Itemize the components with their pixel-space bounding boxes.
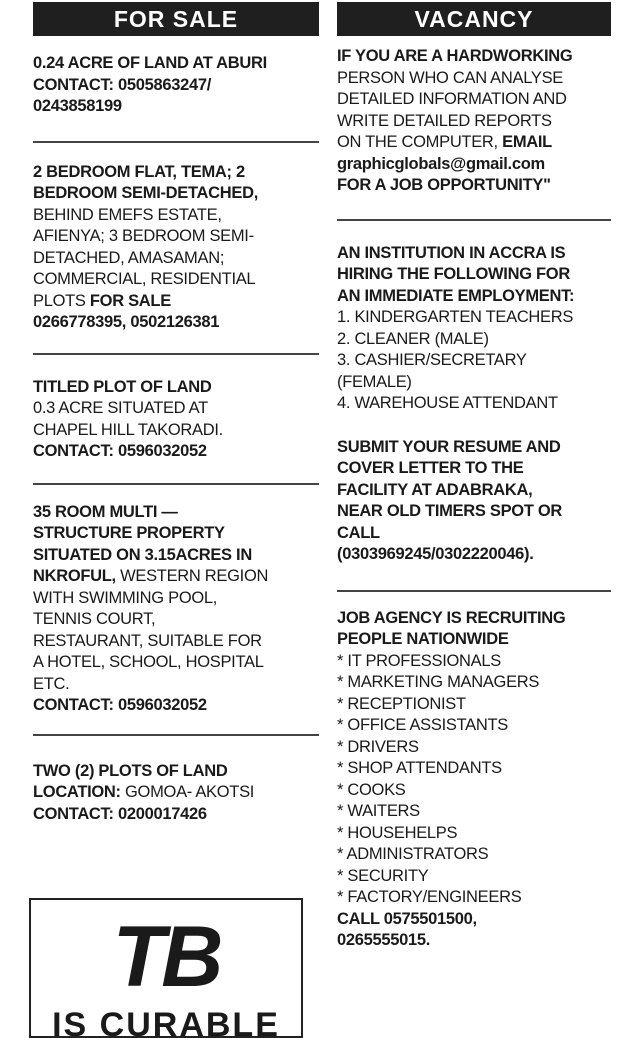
list-item: * MARKETING MANAGERS bbox=[337, 673, 540, 691]
list-item: * FACTORY/ENGINEERS bbox=[337, 888, 522, 906]
ad-emphasis: NKROFUL, bbox=[33, 567, 116, 585]
list-item: * COOKS bbox=[337, 780, 406, 799]
ad-text: PLOTS bbox=[33, 291, 90, 310]
list-item: * WAITERS bbox=[337, 802, 420, 820]
ad-contact: CONTACT: 0596032052 bbox=[33, 442, 207, 460]
ad-headline: 0.24 ACRE OF LAND AT ABURI bbox=[33, 54, 267, 72]
ad-divider bbox=[33, 353, 319, 355]
ad-text: COMMERCIAL, RESIDENTIAL bbox=[33, 270, 256, 288]
ad-text: WITH SWIMMING POOL, bbox=[33, 588, 218, 607]
ad-instruction: COVER LETTER TO THE bbox=[337, 459, 524, 477]
ad-contact: CALL 0575501500, bbox=[337, 909, 477, 928]
ad-text: CHAPEL HILL TAKORADI. bbox=[33, 420, 223, 439]
list-item: * SHOP ATTENDANTS bbox=[337, 759, 502, 777]
ad-headline: FOR A JOB OPPORTUNITY" bbox=[337, 176, 551, 194]
ad-text-line bbox=[33, 782, 319, 804]
ad-headline: PEOPLE NATIONWIDE bbox=[337, 630, 509, 648]
ad-contact: 0243858199 bbox=[33, 97, 122, 115]
institution-accra-ad bbox=[337, 243, 611, 566]
ad-text-line bbox=[33, 566, 319, 588]
list-item: * ADMINISTRATORS bbox=[337, 845, 489, 863]
ad-divider bbox=[33, 141, 319, 143]
hardworking-person-ad bbox=[337, 46, 611, 197]
list-item: 2. CLEANER (MALE) bbox=[337, 329, 489, 348]
ad-emphasis: LOCATION: bbox=[33, 783, 121, 801]
ad-emphasis: FOR SALE bbox=[89, 291, 171, 310]
ad-text: DETAILED INFORMATION AND bbox=[337, 90, 567, 108]
list-item: * IT PROFESSIONALS bbox=[337, 651, 501, 670]
land-aburi-ad bbox=[33, 53, 319, 118]
ad-contact: 0266778395, 0502126381 bbox=[33, 313, 220, 331]
ad-instruction: NEAR OLD TIMERS SPOT OR bbox=[337, 502, 563, 520]
ad-text-line bbox=[337, 132, 611, 154]
ad-headline: BEDROOM SEMI-DETACHED, bbox=[33, 184, 259, 202]
ad-text: GOMOA- AKOTSI bbox=[120, 783, 255, 801]
tb-curable-ad bbox=[29, 898, 303, 1038]
ad-contact: (0303969245/0302220046). bbox=[337, 545, 534, 563]
ad-headline: IF YOU ARE A HARDWORKING bbox=[337, 47, 573, 65]
ad-contact: CONTACT: 0505863247/ bbox=[33, 75, 212, 94]
ad-text: PERSON WHO CAN ANALYSE bbox=[337, 68, 563, 87]
job-agency-ad bbox=[337, 608, 611, 952]
vacancy-header: VACANCY bbox=[337, 2, 611, 36]
ad-text: ON THE COMPUTER, bbox=[337, 133, 503, 151]
ad-text: DETACHED, AMASAMAN; bbox=[33, 248, 225, 267]
plots-gomoa-ad bbox=[33, 761, 319, 826]
vacancy-column bbox=[337, 2, 611, 952]
ad-headline: 35 ROOM MULTI — bbox=[33, 502, 178, 521]
ad-divider bbox=[337, 590, 611, 592]
ad-contact: CONTACT: 0596032052 bbox=[33, 696, 207, 714]
ad-divider bbox=[337, 219, 611, 221]
for-sale-column bbox=[33, 2, 319, 825]
list-item: 3. CASHIER/SECRETARY bbox=[337, 351, 527, 369]
ad-headline: HIRING THE FOLLOWING FOR bbox=[337, 265, 570, 283]
email-address: graphicglobals@gmail.com bbox=[337, 154, 545, 173]
ad-headline: JOB AGENCY IS RECRUITING bbox=[337, 608, 566, 627]
ad-divider bbox=[33, 734, 319, 736]
ad-instruction: SUBMIT YOUR RESUME AND bbox=[337, 437, 561, 456]
list-item: (FEMALE) bbox=[337, 372, 412, 391]
ad-text: AFIENYA; 3 BEDROOM SEMI- bbox=[33, 227, 254, 245]
list-item: * HOUSEHELPS bbox=[337, 823, 458, 842]
tb-tagline: IS CURABLE bbox=[52, 1006, 280, 1038]
ad-text: WRITE DETAILED REPORTS bbox=[337, 111, 552, 130]
ad-headline: AN IMMEDIATE EMPLOYMENT: bbox=[337, 286, 575, 305]
ad-text: WESTERN REGION bbox=[115, 567, 269, 585]
ad-text: ETC. bbox=[33, 674, 70, 693]
list-item: * SECURITY bbox=[337, 866, 429, 885]
ad-text-line bbox=[33, 291, 319, 313]
ad-headline: SITUATED ON 3.15ACRES IN bbox=[33, 545, 252, 564]
titled-plot-ad bbox=[33, 377, 319, 463]
ad-divider bbox=[33, 483, 319, 485]
ad-text: A HOTEL, SCHOOL, HOSPITAL bbox=[33, 653, 264, 671]
multi-structure-property-ad bbox=[33, 502, 319, 717]
ad-instruction: CALL bbox=[337, 523, 380, 542]
ad-text: TENNIS COURT, bbox=[33, 610, 156, 628]
ad-headline: TWO (2) PLOTS OF LAND bbox=[33, 761, 228, 780]
ad-headline: TITLED PLOT OF LAND bbox=[33, 377, 212, 396]
ad-headline: AN INSTITUTION IN ACCRA IS bbox=[337, 243, 566, 262]
list-item: * DRIVERS bbox=[337, 737, 419, 756]
ad-headline: STRUCTURE PROPERTY bbox=[33, 524, 225, 542]
for-sale-header: FOR SALE bbox=[33, 2, 319, 36]
ad-emphasis: EMAIL bbox=[502, 133, 552, 151]
list-item: * RECEPTIONIST bbox=[337, 694, 466, 713]
ad-contact: CONTACT: 0200017426 bbox=[33, 804, 207, 823]
list-item: 1. KINDERGARTEN TEACHERS bbox=[337, 308, 574, 326]
ad-text: BEHIND EMEFS ESTATE, bbox=[33, 205, 222, 224]
ad-headline: 2 BEDROOM FLAT, TEMA; 2 bbox=[33, 162, 245, 181]
ad-text: RESTAURANT, SUITABLE FOR bbox=[33, 631, 262, 650]
ad-instruction: FACILITY AT ADABRAKA, bbox=[337, 480, 533, 499]
list-item: * OFFICE ASSISTANTS bbox=[337, 716, 508, 734]
list-item: 4. WAREHOUSE ATTENDANT bbox=[337, 394, 558, 412]
ad-contact: 0265555015. bbox=[337, 931, 431, 949]
bedroom-flat-ad bbox=[33, 162, 319, 334]
tb-logo: TB bbox=[112, 909, 220, 1005]
ad-text: 0.3 ACRE SITUATED AT bbox=[33, 399, 208, 417]
